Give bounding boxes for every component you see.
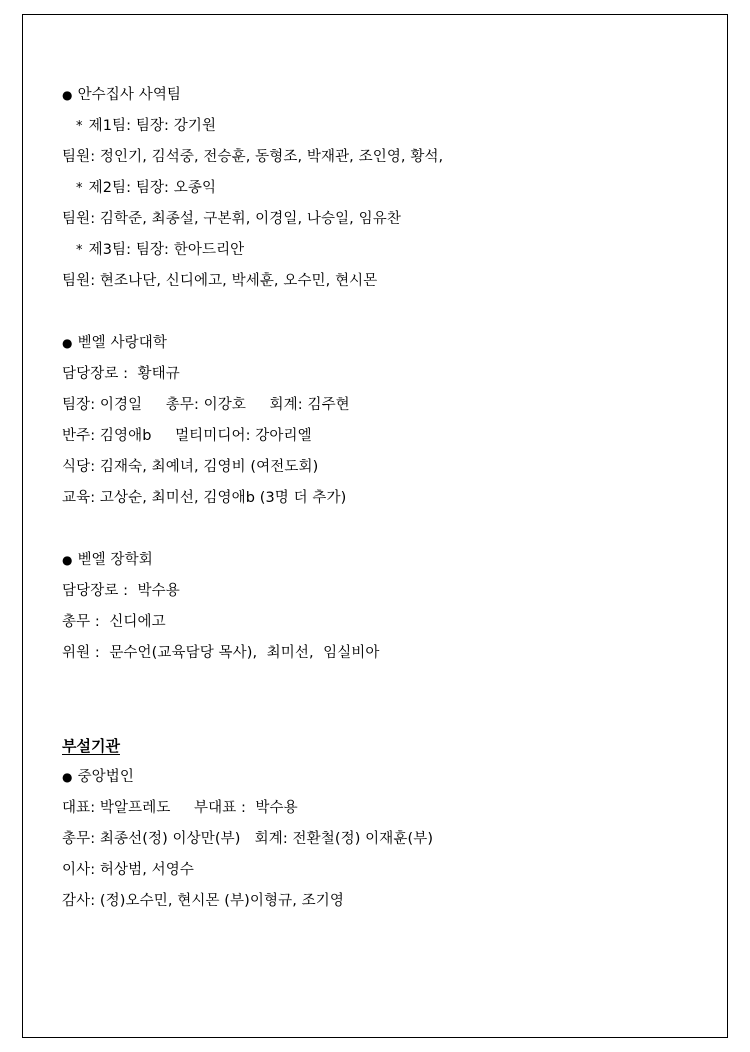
heading-text: 벧엘 장학회 bbox=[77, 552, 153, 568]
spacer bbox=[62, 297, 682, 328]
team-line-text: 제3팀: 팀장: 한아드리안 bbox=[88, 242, 245, 258]
heading-text: 중앙법인 bbox=[77, 769, 135, 785]
detail-line: 반주: 김영애b 멀티미디어: 강아리엘 bbox=[62, 428, 312, 444]
team-line-text: 제1팀: 팀장: 강기원 bbox=[88, 118, 217, 134]
bullet-icon: ● bbox=[62, 770, 73, 784]
document-content bbox=[62, 80, 682, 917]
detail-line: 담당장로 : 박수용 bbox=[62, 583, 180, 599]
section-heading-ansu-team bbox=[62, 80, 682, 111]
detail-line: 총무 : 신디에고 bbox=[62, 614, 166, 630]
heading-text: 벧엘 사랑대학 bbox=[77, 335, 167, 351]
section-benel-love-college bbox=[62, 328, 682, 514]
spacer-large bbox=[62, 669, 682, 731]
members-line: 팀원: 정인기, 김석중, 전승훈, 동형조, 박재관, 조인영, 황석, bbox=[62, 149, 444, 165]
section-heading-benel-love-college bbox=[62, 328, 682, 359]
section-heading-central-corporation bbox=[62, 762, 682, 793]
members-line: 팀원: 김학준, 최종설, 구본휘, 이경일, 나승일, 임유찬 bbox=[62, 211, 401, 227]
team-line bbox=[62, 235, 682, 266]
team-line bbox=[62, 173, 682, 204]
section-ansu-team bbox=[62, 80, 682, 297]
detail-line: 위원 : 문수언(교육담당 목사), 최미선, 임실비아 bbox=[62, 645, 380, 661]
detail-line: 대표: 박알프레도 부대표 : 박수용 bbox=[62, 800, 298, 816]
star-icon: * bbox=[76, 181, 83, 196]
team-line-text: 제2팀: 팀장: 오종익 bbox=[88, 180, 217, 196]
team-line bbox=[62, 111, 682, 142]
detail-line: 팀장: 이경일 총무: 이강호 회계: 김주현 bbox=[62, 397, 350, 413]
section-heading-benel-scholarship bbox=[62, 545, 682, 576]
detail-line: 교육: 고상순, 최미선, 김영애b (3명 더 추가) bbox=[62, 490, 347, 506]
members-line: 팀원: 현조나단, 신디에고, 박세훈, 오수민, 현시몬 bbox=[62, 273, 378, 289]
section-title: 부설기관 bbox=[62, 737, 120, 755]
star-icon: * bbox=[76, 119, 83, 134]
bullet-icon: ● bbox=[62, 336, 73, 350]
heading-text: 안수집사 사역팀 bbox=[77, 87, 182, 103]
detail-line: 감사: (정)오수민, 현시몬 (부)이형규, 조기영 bbox=[62, 893, 344, 909]
section-affiliated-orgs bbox=[62, 731, 682, 917]
detail-line: 식당: 김재숙, 최예녀, 김영비 (여전도회) bbox=[62, 459, 319, 475]
bullet-icon: ● bbox=[62, 553, 73, 567]
detail-line: 담당장로 : 황태규 bbox=[62, 366, 180, 382]
spacer bbox=[62, 514, 682, 545]
detail-line: 총무: 최종선(정) 이상만(부) 회계: 전환철(정) 이재훈(부) bbox=[62, 831, 434, 847]
star-icon: * bbox=[76, 243, 83, 258]
detail-line: 이사: 허상범, 서영수 bbox=[62, 862, 194, 878]
section-benel-scholarship bbox=[62, 545, 682, 669]
bullet-icon: ● bbox=[62, 88, 73, 102]
